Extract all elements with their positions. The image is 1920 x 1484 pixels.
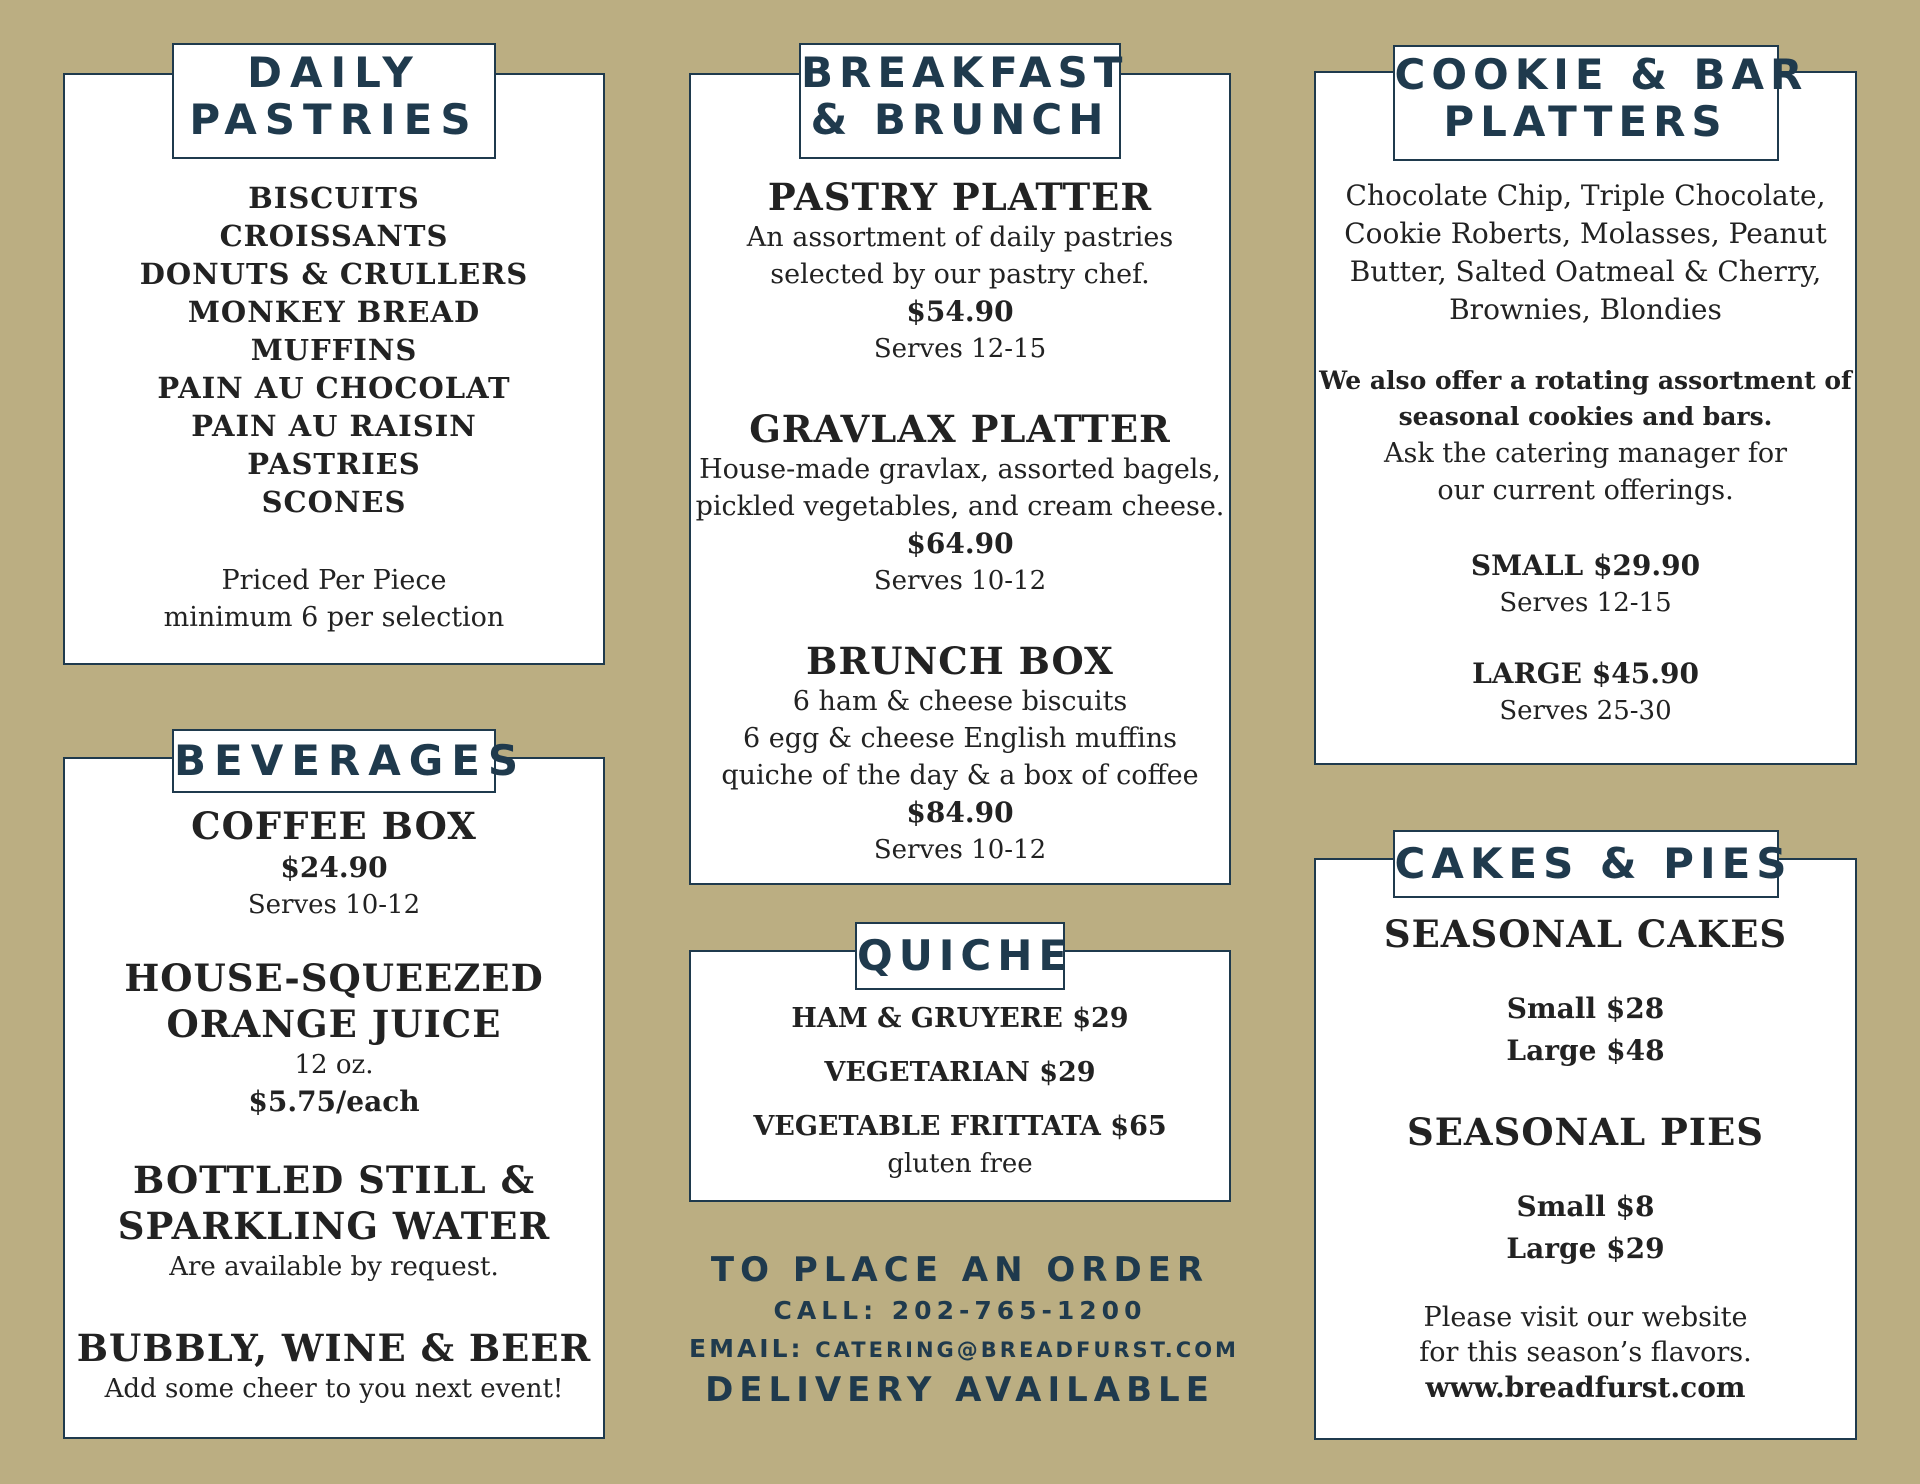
cakes-pies-heading: [1393, 830, 1793, 898]
cookie-flavors: Chocolate Chip, Triple Chocolate,: [1345, 179, 1826, 212]
gravlax-platter-price: $64.90: [906, 527, 1014, 560]
list-item: DONUTS & CRULLERS: [139, 257, 529, 291]
bubbly-title: BUBBLY, WINE & BEER: [76, 1326, 592, 1370]
minimum-note: minimum 6 per selection: [163, 602, 505, 633]
quiche-item: VEGETARIAN $29: [824, 1057, 1096, 1088]
rotating-note: We also offer a rotating assortment of: [1319, 366, 1852, 395]
beverages-heading: [172, 729, 527, 793]
water-note: Are available by request.: [169, 1252, 499, 1282]
breakfast-brunch-heading: [799, 43, 1129, 159]
heading-line: PASTRIES: [189, 95, 479, 145]
email-link[interactable]: CATERING@BREADFURST.COM: [815, 1338, 1239, 1362]
quiche-item: VEGETABLE FRITTATA $65: [753, 1111, 1167, 1142]
pricing-note: Priced Per Piece: [221, 565, 447, 596]
heading-line: DAILY: [247, 48, 421, 97]
large-platter-price: LARGE $45.90: [1472, 657, 1699, 690]
cakes-large-price: Large $48: [1506, 1034, 1665, 1067]
pastry-platter-price: $54.90: [906, 295, 1014, 328]
visit-website-note: Please visit our website: [1423, 1302, 1748, 1333]
cookie-bar-heading: [1393, 45, 1809, 161]
cakes-pies-panel: [1314, 839, 1857, 1440]
list-item: BISCUITS: [248, 181, 420, 215]
heading-line: BEVERAGES: [174, 736, 527, 785]
visit-website-note: for this season’s flavors.: [1419, 1337, 1752, 1368]
website-link[interactable]: www.breadfurst.com: [1425, 1371, 1746, 1404]
pies-small-price: Small $8: [1516, 1190, 1655, 1223]
small-platter-serves: Serves 12-15: [1499, 588, 1672, 618]
brunch-box-desc: quiche of the day & a box of coffee: [721, 760, 1199, 791]
beverages-panel: [63, 736, 605, 1439]
brunch-box-desc: 6 ham & cheese biscuits: [792, 686, 1128, 717]
seasonal-cakes-title: SEASONAL CAKES: [1383, 912, 1788, 956]
cookie-flavors: Butter, Salted Oatmeal & Cherry,: [1349, 255, 1822, 288]
cakes-small-price: Small $28: [1506, 992, 1665, 1025]
heading-line: COOKIE & BAR: [1394, 50, 1809, 99]
delivery-available: DELIVERY AVAILABLE: [705, 1370, 1215, 1410]
orange-juice-price: $5.75/each: [248, 1085, 420, 1118]
order-email: [689, 1334, 1239, 1363]
water-title: SPARKLING WATER: [117, 1204, 551, 1248]
gravlax-platter-serves: Serves 10-12: [873, 566, 1047, 596]
order-heading: TO PLACE AN ORDER: [710, 1250, 1210, 1290]
pies-large-price: Large $29: [1506, 1232, 1665, 1265]
heading-line: CAKES & PIES: [1394, 839, 1793, 888]
list-item: PAIN AU RAISIN: [191, 409, 477, 443]
pastry-platter-desc: An assortment of daily pastries: [746, 222, 1174, 253]
order-phone: CALL: 202-765-1200: [773, 1296, 1147, 1325]
brunch-box-desc: 6 egg & cheese English muffins: [743, 723, 1177, 754]
cookie-bar-panel: [1314, 50, 1857, 765]
small-platter-price: SMALL $29.90: [1470, 549, 1701, 582]
list-item: CROISSANTS: [219, 219, 449, 253]
heading-line: PLATTERS: [1443, 97, 1728, 147]
orange-juice-title: HOUSE-SQUEEZED: [124, 956, 544, 1000]
quiche-heading: [855, 922, 1074, 990]
cookie-flavors: Cookie Roberts, Molasses, Peanut: [1344, 217, 1827, 250]
pastry-platter-desc: selected by our pastry chef.: [770, 259, 1150, 290]
list-item: PASTRIES: [247, 447, 421, 481]
coffee-box-price: $24.90: [280, 851, 388, 884]
gravlax-platter-desc: pickled vegetables, and cream cheese.: [695, 491, 1225, 522]
daily-pastries-heading: [172, 43, 496, 159]
heading-line: & BRUNCH: [810, 95, 1110, 145]
seasonal-pies-title: SEASONAL PIES: [1406, 1110, 1765, 1154]
list-item: MONKEY BREAD: [187, 295, 481, 329]
list-item: PAIN AU CHOCOLAT: [157, 371, 511, 405]
bubbly-note: Add some cheer to you next event!: [104, 1374, 564, 1404]
gluten-free-note: gluten free: [887, 1149, 1033, 1179]
brunch-box-serves: Serves 10-12: [873, 835, 1047, 865]
heading-line: BREAKFAST: [801, 48, 1129, 97]
list-item: MUFFINS: [250, 333, 418, 367]
daily-pastries-panel: [63, 48, 605, 665]
quiche-item: HAM & GRUYERE $29: [791, 1003, 1129, 1034]
rotating-note: seasonal cookies and bars.: [1398, 402, 1773, 431]
cookie-flavors: Brownies, Blondies: [1449, 293, 1722, 326]
large-platter-serves: Serves 25-30: [1499, 696, 1672, 726]
gravlax-platter-desc: House-made gravlax, assorted bagels,: [699, 454, 1221, 485]
coffee-box-title: COFFEE BOX: [191, 804, 477, 848]
orange-juice-title: ORANGE JUICE: [166, 1002, 502, 1046]
coffee-box-serves: Serves 10-12: [247, 890, 421, 920]
pastry-platter-serves: Serves 12-15: [873, 334, 1047, 364]
pastry-platter-title: PASTRY PLATTER: [767, 175, 1153, 219]
brunch-box-price: $84.90: [906, 796, 1014, 829]
water-title: BOTTLED STILL &: [132, 1158, 535, 1202]
list-item: SCONES: [261, 485, 407, 519]
ask-manager-note: Ask the catering manager for: [1383, 438, 1788, 469]
brunch-box-title: BRUNCH BOX: [806, 639, 1114, 683]
email-label: EMAIL:: [689, 1334, 804, 1363]
ask-manager-note: our current offerings.: [1437, 475, 1734, 506]
heading-line: QUICHE: [857, 931, 1074, 980]
orange-juice-size: 12 oz.: [294, 1050, 374, 1080]
gravlax-platter-title: GRAVLAX PLATTER: [749, 407, 1171, 451]
breakfast-brunch-panel: [689, 48, 1231, 885]
quiche-panel: [689, 931, 1231, 1202]
